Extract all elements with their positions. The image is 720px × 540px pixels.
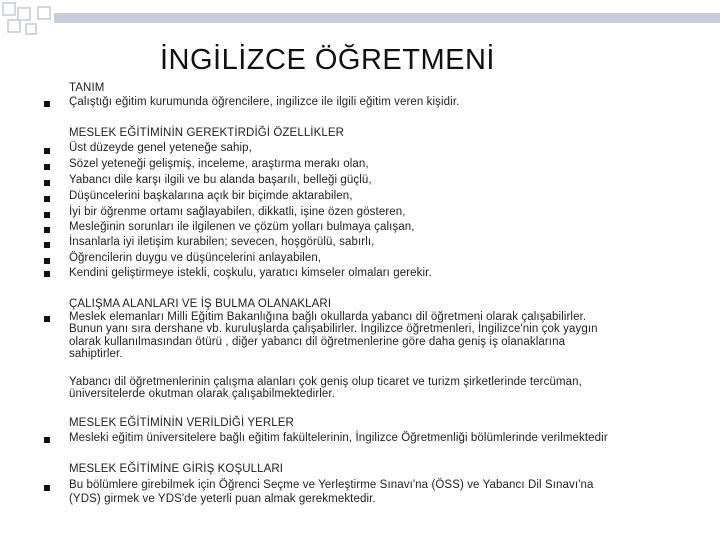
header-decoration [0,0,720,40]
giris-line: Bu bölümlere girebilmek için Öğrenci Seçme ve Yerleştirme Sınavı'na (ÖSS) ve Yabancı Dil Sınavı'na [69,479,594,491]
bullet-icon [44,227,50,233]
bullet-icon [44,101,50,107]
ozellik-item: Kendini geliştirmeye istekli, coşkulu, yaratıcı kimseler olmaları gerekir. [69,267,432,279]
ozellik-item: Mesleğinin sorunları ile ilgilenen ve çözüm yolları bulmaya çalışan, [69,221,415,233]
tanim-text: Çalıştığı eğitim kurumunda öğrencilere, ingilizce ile ilgili eğitim veren kişidir. [69,96,460,108]
ozellik-item: Öğrencilerin duygu ve düşüncelerini anlayabilen, [69,252,322,264]
ozellik-item: İyi bir öğrenme ortamı sağlayabilen, dikkatli, işine özen gösteren, [69,206,406,218]
bullet-icon [44,437,50,443]
ozellikler-heading: MESLEK EĞİTİMİNİN GEREKTİRDİĞİ ÖZELLİKLER [69,127,345,139]
page-title: İNGİLİZCE ÖĞRETMENİ [160,44,495,76]
calisma-p1-line: Meslek elemanları Milli Eğitim Bakanlığına bağlı okullarda yabancı dil öğretmeni olarak çalışabilirler. [69,311,587,323]
ozellik-item: Üst düzeyde genel yeteneğe sahip, [69,142,252,154]
bullet-icon [44,196,50,202]
calisma-p1-line: olarak kullanılmasından ötürü , diğer yabancı dil öğretmenlerine göre daha geniş iş olanaklarına [69,336,566,348]
tanim-heading: TANIM [69,82,105,94]
bullet-icon [44,180,50,186]
ozellik-item: Sözel yeteneği gelişmiş, inceleme, araştırma merakı olan, [69,158,369,170]
calisma-p1-line: Bunun yanı sıra dershane vb. kuruluşlarda çalışabilirler. İngilizce öğretmenleri, İngilizce'nin çok yaygın [69,323,598,335]
verildigi-text: Mesleki eğitim üniversitelere bağlı eğitim fakültelerinin, İngilizce Öğretmenliği bölümlerinde verilmektedir [69,432,608,444]
verildigi-heading: MESLEK EĞİTİMİNİN VERİLDİĞİ YERLER [69,417,294,429]
giris-heading: MESLEK EĞİTİMİNE GİRİŞ KOŞULLARI [69,463,284,475]
calisma-p2-line: üniversitelerde okutman olarak çalışabilmektedirler. [69,388,335,400]
bullet-icon [44,242,50,248]
bullet-icon [44,212,50,218]
calisma-heading: ÇALIŞMA ALANLARI VE İŞ BULMA OLANAKLARI [69,298,332,310]
bullet-icon [44,258,50,264]
bullet-icon [44,485,50,491]
bullet-icon [44,148,50,154]
ozellik-item: Düşüncelerini başkalarına açık bir biçimde aktarabilen, [69,190,353,202]
ozellik-item: İnsanlarla iyi iletişim kurabilen; sevecen, hoşgörülü, sabırlı, [69,236,375,248]
giris-line: (YDS) girmek ve YDS'de yeterli puan almak gerekmektedir. [69,493,376,505]
calisma-p1-line: sahiptirler. [69,348,123,360]
bullet-icon [44,271,50,277]
calisma-p2-line: Yabancı dil öğretmenlerinin çalışma alanları çok geniş olup ticaret ve turizm şirketlerinde tercüman, [69,376,582,388]
ozellik-item: Yabancı dile karşı ilgili ve bu alanda başarılı, belleği güçlü, [69,174,372,186]
bullet-icon [44,316,50,322]
bullet-icon [44,164,50,170]
